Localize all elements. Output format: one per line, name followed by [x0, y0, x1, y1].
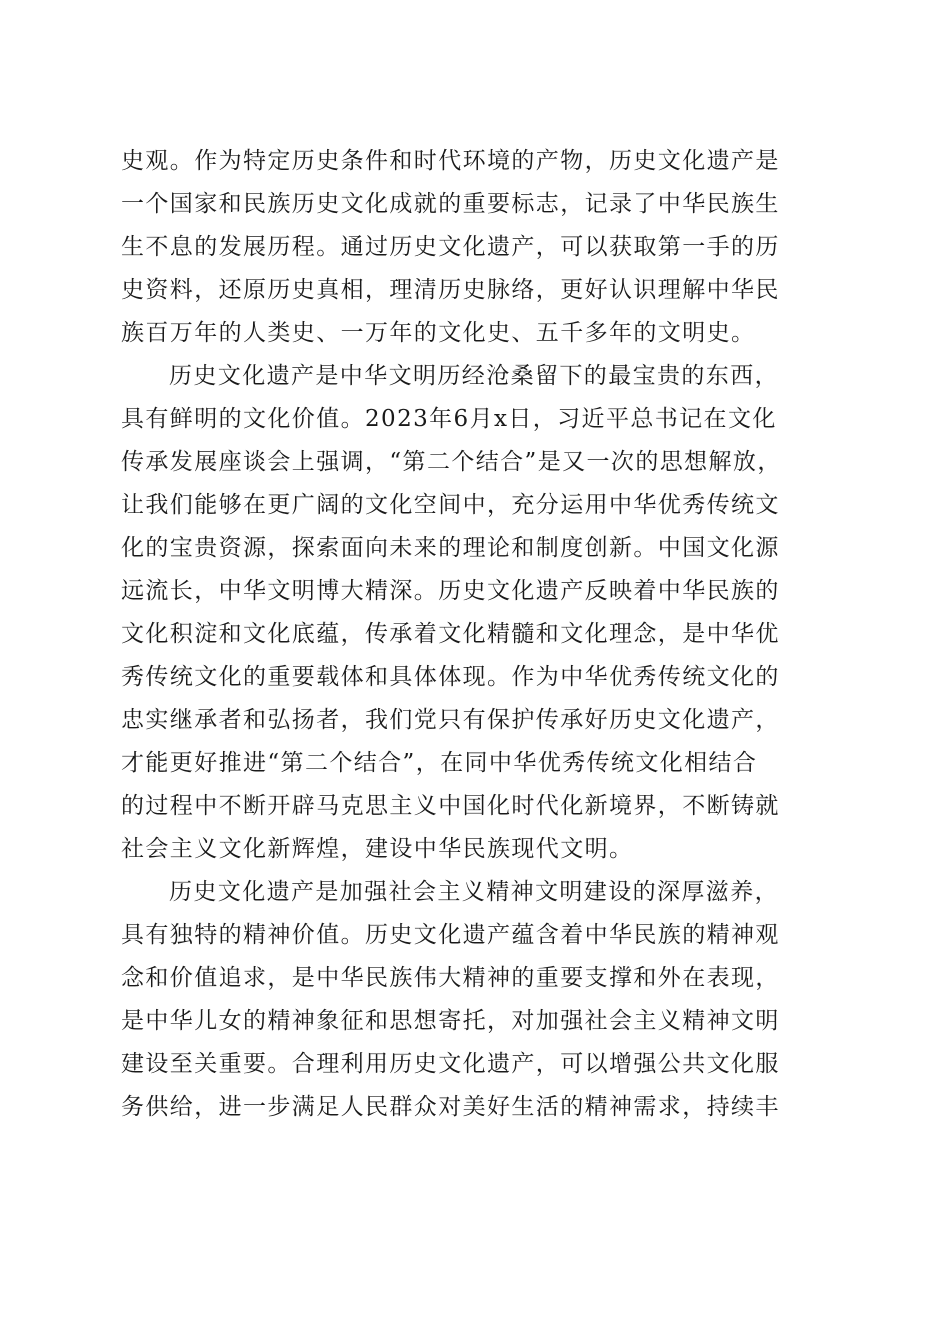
text-line: 社会主义文化新辉煌，建设中华民族现代文明。	[121, 836, 634, 862]
text-line: 是中华儿女的精神象征和思想寄托，对加强社会主义精神文明	[121, 1008, 780, 1034]
text-line: 的过程中不断开辟马克思主义中国化时代化新境界，不断铸就	[121, 793, 780, 819]
text-line: 具有鲜明的文化价值。2023年6月x日，习近平总书记在文化	[121, 406, 777, 432]
document-body	[121, 140, 843, 1129]
paragraph-first-line: 历史文化遗产是加强社会主义精神文明建设的深厚滋养，	[169, 879, 779, 905]
text-line: 才能更好推进“第二个结合”，在同中华优秀传统文化相结合	[121, 750, 758, 776]
text-line: 念和价值追求，是中华民族伟大精神的重要支撑和外在表现，	[121, 965, 780, 991]
text-line: 化的宝贵资源，探索面向未来的理论和制度创新。中国文化源	[121, 535, 780, 561]
text-line: 生不息的发展历程。通过历史文化遗产，可以获取第一手的历	[121, 234, 780, 260]
text-line: 传承发展座谈会上强调，“第二个结合”是又一次的思想解放，	[121, 449, 782, 475]
text-line: 秀传统文化的重要载体和具体体现。作为中华优秀传统文化的	[121, 664, 780, 690]
text-line: 忠实继承者和弘扬者，我们党只有保护传承好历史文化遗产，	[121, 707, 780, 733]
text-line: 史观。作为特定历史条件和时代环境的产物，历史文化遗产是	[121, 148, 780, 174]
text-line: 文化积淀和文化底蕴，传承着文化精髓和文化理念，是中华优	[121, 621, 780, 647]
text-line: 远流长，中华文明博大精深。历史文化遗产反映着中华民族的	[121, 578, 780, 604]
text-line: 务供给，进一步满足人民群众对美好生活的精神需求，持续丰	[121, 1094, 780, 1120]
text-line: 一个国家和民族历史文化成就的重要标志，记录了中华民族生	[121, 191, 780, 217]
text-line: 族百万年的人类史、一万年的文化史、五千多年的文明史。	[121, 320, 756, 346]
text-line: 具有独特的精神价值。历史文化遗产蕴含着中华民族的精神观	[121, 922, 780, 948]
text-line: 史资料，还原历史真相，理清历史脉络，更好认识理解中华民	[121, 277, 780, 303]
text-line: 建设至关重要。合理利用历史文化遗产，可以增强公共文化服	[121, 1051, 780, 1077]
text-line: 让我们能够在更广阔的文化空间中，充分运用中华优秀传统文	[121, 492, 780, 518]
paragraph-first-line: 历史文化遗产是中华文明历经沧桑留下的最宝贵的东西，	[169, 363, 779, 389]
